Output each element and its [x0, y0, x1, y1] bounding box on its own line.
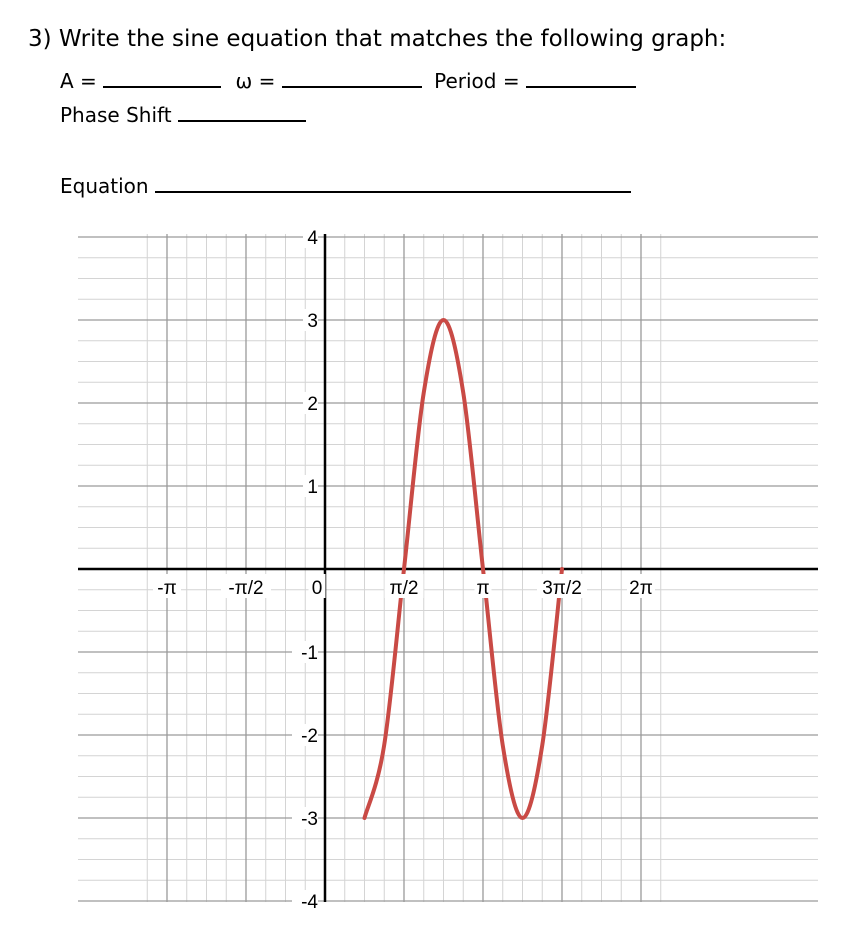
y-tick-label: 4	[307, 228, 318, 249]
y-tick-label: -3	[301, 809, 318, 830]
x-tick-label: 0	[311, 578, 323, 599]
y-tick-label: 2	[307, 394, 318, 415]
y-tick-label: -2	[301, 726, 318, 747]
omega-label: ω =	[235, 69, 276, 93]
question-title: 3) Write the sine equation that matches the following graph:	[28, 26, 727, 52]
y-tick-label: -4	[301, 892, 318, 913]
x-tick-label: -π	[157, 578, 177, 599]
x-tick-label: π	[476, 578, 490, 599]
equation-label: Equation	[60, 174, 149, 198]
phase-shift-label: Phase Shift	[60, 103, 172, 127]
x-tick-label: π/2	[389, 578, 419, 599]
x-tick-label: 3π/2	[542, 578, 582, 599]
axes	[78, 234, 818, 902]
x-tick-label: 2π	[629, 578, 653, 599]
amplitude-label: A =	[60, 69, 97, 93]
y-tick-label: -1	[301, 643, 318, 664]
period-label: Period =	[434, 69, 520, 93]
y-tick-label: 3	[307, 311, 318, 332]
x-tick-label: -π/2	[228, 578, 264, 599]
y-tick-label: 1	[307, 477, 318, 498]
